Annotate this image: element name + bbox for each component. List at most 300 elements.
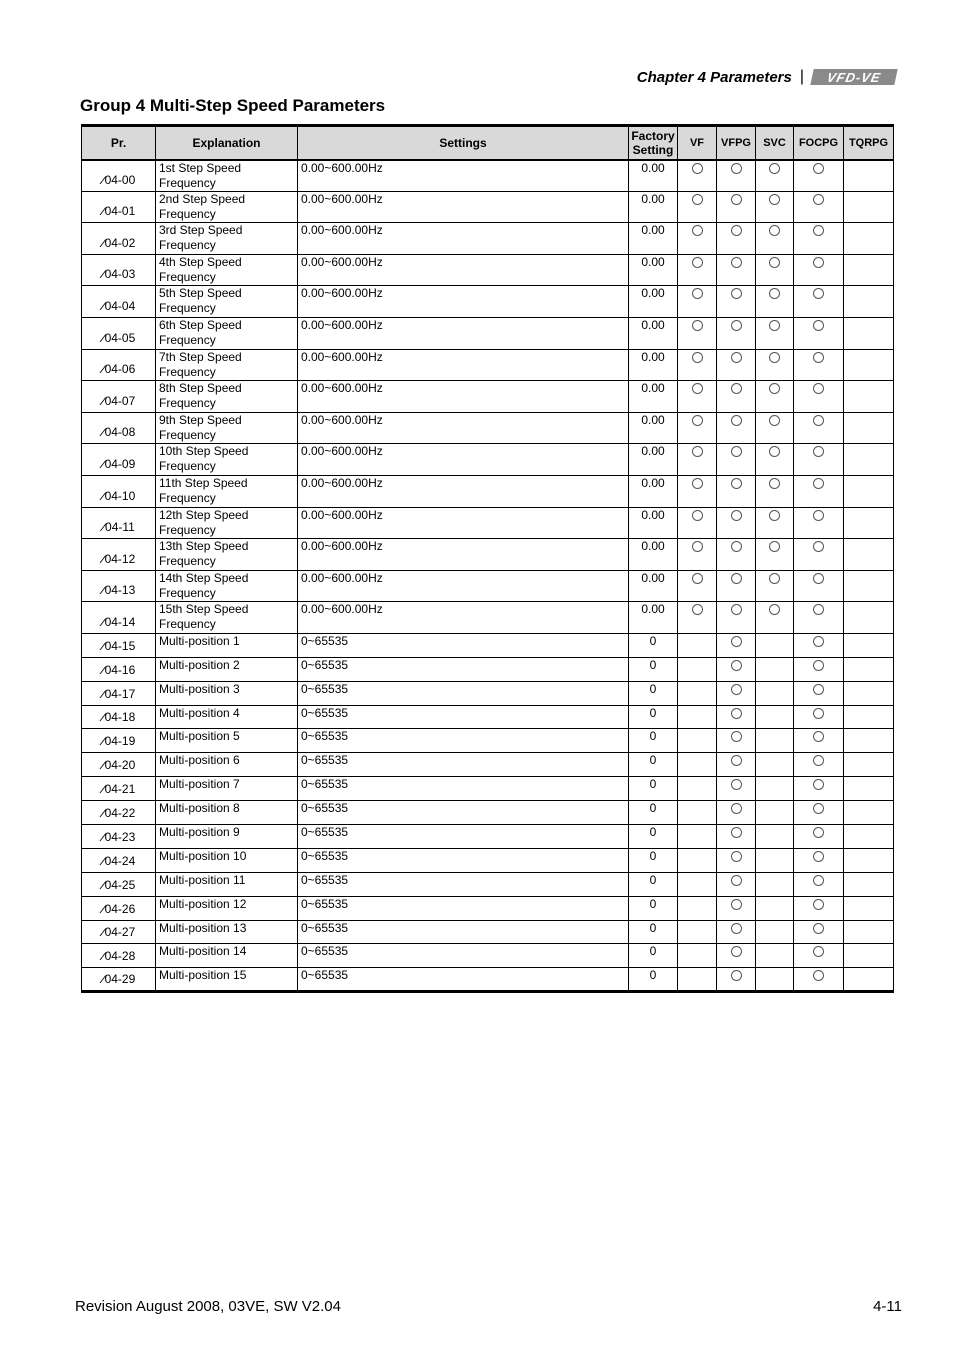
writable-pen-icon: ∕	[101, 664, 104, 677]
mode-vfpg-cell	[717, 681, 756, 705]
param-settings: 0.00~600.00Hz	[298, 286, 629, 318]
table-row	[82, 777, 894, 801]
table-row	[82, 254, 894, 286]
mode-tqrpg-cell	[844, 777, 894, 801]
param-settings: 0.00~600.00Hz	[298, 254, 629, 286]
mode-tqrpg-cell	[844, 286, 894, 318]
param-explanation	[156, 801, 298, 825]
param-settings: 0.00~600.00Hz	[298, 223, 629, 255]
param-number-text: 04-08	[104, 425, 136, 440]
param-number-text: 04-09	[104, 456, 136, 471]
explanation-line1: Multi-position 10	[159, 848, 247, 863]
circle-icon	[813, 383, 824, 394]
circle-icon	[731, 446, 742, 457]
factory-setting: 0	[629, 920, 678, 944]
explanation-line1: Multi-position 7	[159, 777, 240, 792]
mode-vf-cell	[678, 349, 717, 381]
param-number-text: 04-15	[104, 638, 136, 653]
param-settings: 0.00~600.00Hz	[298, 539, 629, 571]
param-explanation	[156, 191, 298, 223]
explanation-line2: Frequency	[159, 175, 216, 190]
circle-icon	[692, 573, 703, 584]
factory-setting: 0	[629, 944, 678, 968]
explanation-line2: Frequency	[159, 490, 216, 505]
param-number	[82, 286, 156, 318]
writable-pen-icon: ∕	[101, 364, 104, 377]
circle-icon	[731, 660, 742, 671]
param-explanation	[156, 475, 298, 507]
mode-vfpg-cell	[717, 191, 756, 223]
mode-svc-cell	[756, 753, 794, 777]
circle-icon	[731, 827, 742, 838]
writable-pen-icon: ∕	[101, 903, 104, 916]
circle-icon	[731, 970, 742, 981]
mode-vf-cell	[678, 872, 717, 896]
writable-pen-icon: ∕	[101, 640, 104, 653]
table-row	[82, 657, 894, 681]
param-explanation	[156, 381, 298, 413]
circle-icon	[769, 257, 780, 268]
writable-pen-icon: ∕	[101, 879, 104, 892]
factory-line2: Setting	[632, 142, 674, 157]
param-settings: 0~65535	[298, 681, 629, 705]
circle-icon	[731, 288, 742, 299]
mode-focpg-cell	[794, 507, 844, 539]
param-settings: 0~65535	[298, 633, 629, 657]
mode-tqrpg-cell	[844, 191, 894, 223]
mode-vf-cell	[678, 539, 717, 571]
circle-icon	[813, 779, 824, 790]
param-explanation	[156, 412, 298, 444]
factory-setting: 0.00	[629, 412, 678, 444]
mode-vfpg-cell	[717, 944, 756, 968]
mode-vfpg-cell	[717, 729, 756, 753]
factory-setting: 0	[629, 825, 678, 849]
mode-tqrpg-cell	[844, 602, 894, 634]
param-number	[82, 539, 156, 571]
writable-pen-icon: ∕	[101, 616, 104, 629]
explanation-line2: Frequency	[159, 301, 216, 316]
param-explanation	[156, 681, 298, 705]
table-row	[82, 317, 894, 349]
table-row	[82, 848, 894, 872]
mode-vfpg-cell	[717, 349, 756, 381]
table-header-row	[82, 126, 894, 160]
param-number-text: 04-24	[104, 853, 136, 868]
factory-setting: 0	[629, 848, 678, 872]
param-number	[82, 920, 156, 944]
mode-vfpg-cell	[717, 825, 756, 849]
mode-focpg-cell	[794, 349, 844, 381]
param-number	[82, 848, 156, 872]
mode-tqrpg-cell	[844, 570, 894, 602]
explanation-line1: 7th Step Speed	[159, 349, 242, 364]
param-number	[82, 160, 156, 192]
factory-setting: 0.00	[629, 349, 678, 381]
param-settings: 0~65535	[298, 920, 629, 944]
mode-svc-cell	[756, 254, 794, 286]
factory-line1: Factory	[631, 128, 675, 143]
explanation-line1: 3rd Step Speed	[159, 223, 243, 238]
circle-icon	[731, 604, 742, 615]
param-number-text: 04-16	[104, 662, 136, 677]
mode-vf-cell	[678, 475, 717, 507]
param-number-text: 04-27	[104, 925, 136, 940]
mode-vfpg-cell	[717, 872, 756, 896]
mode-svc-cell	[756, 825, 794, 849]
circle-icon	[813, 708, 824, 719]
param-number	[82, 191, 156, 223]
param-number	[82, 753, 156, 777]
circle-icon	[731, 573, 742, 584]
param-number-text: 04-00	[104, 172, 136, 187]
param-explanation	[156, 705, 298, 729]
param-settings: 0~65535	[298, 729, 629, 753]
circle-icon	[731, 636, 742, 647]
param-settings: 0.00~600.00Hz	[298, 444, 629, 476]
mode-vf-cell	[678, 968, 717, 992]
col-header-svc: SVC	[756, 126, 794, 160]
mode-vfpg-cell	[717, 602, 756, 634]
mode-tqrpg-cell	[844, 705, 894, 729]
circle-icon	[692, 478, 703, 489]
explanation-line1: Multi-position 14	[159, 944, 247, 959]
explanation-line1: Multi-position 6	[159, 753, 240, 768]
explanation-line1: Multi-position 5	[159, 729, 240, 744]
param-number	[82, 968, 156, 992]
mode-focpg-cell	[794, 681, 844, 705]
mode-vfpg-cell	[717, 705, 756, 729]
param-number	[82, 657, 156, 681]
mode-vfpg-cell	[717, 223, 756, 255]
mode-tqrpg-cell	[844, 920, 894, 944]
mode-focpg-cell	[794, 602, 844, 634]
circle-icon	[813, 923, 824, 934]
param-settings: 0~65535	[298, 777, 629, 801]
mode-vf-cell	[678, 633, 717, 657]
factory-setting: 0.00	[629, 286, 678, 318]
mode-vf-cell	[678, 507, 717, 539]
circle-icon	[813, 573, 824, 584]
circle-icon	[813, 288, 824, 299]
mode-svc-cell	[756, 412, 794, 444]
circle-icon	[692, 352, 703, 363]
mode-svc-cell	[756, 570, 794, 602]
circle-icon	[813, 194, 824, 205]
param-number	[82, 570, 156, 602]
circle-icon	[813, 225, 824, 236]
table-row	[82, 286, 894, 318]
circle-icon	[813, 257, 824, 268]
mode-vfpg-cell	[717, 896, 756, 920]
table-row	[82, 570, 894, 602]
param-settings: 0~65535	[298, 896, 629, 920]
writable-pen-icon: ∕	[101, 712, 104, 725]
mode-vf-cell	[678, 602, 717, 634]
param-number	[82, 412, 156, 444]
factory-setting: 0	[629, 896, 678, 920]
explanation-line1: 11th Step Speed	[159, 475, 248, 490]
circle-icon	[769, 541, 780, 552]
mode-focpg-cell	[794, 777, 844, 801]
param-number	[82, 872, 156, 896]
mode-svc-cell	[756, 729, 794, 753]
mode-focpg-cell	[794, 872, 844, 896]
table-row	[82, 444, 894, 476]
mode-vf-cell	[678, 657, 717, 681]
table-row	[82, 160, 894, 192]
circle-icon	[731, 708, 742, 719]
mode-vf-cell	[678, 412, 717, 444]
mode-svc-cell	[756, 602, 794, 634]
circle-icon	[769, 510, 780, 521]
circle-icon	[813, 510, 824, 521]
circle-icon	[692, 225, 703, 236]
mode-svc-cell	[756, 848, 794, 872]
mode-focpg-cell	[794, 944, 844, 968]
mode-vfpg-cell	[717, 801, 756, 825]
param-settings: 0.00~600.00Hz	[298, 602, 629, 634]
circle-icon	[731, 320, 742, 331]
mode-svc-cell	[756, 286, 794, 318]
factory-setting: 0	[629, 872, 678, 896]
writable-pen-icon: ∕	[101, 736, 104, 749]
mode-tqrpg-cell	[844, 968, 894, 992]
mode-tqrpg-cell	[844, 872, 894, 896]
circle-icon	[813, 446, 824, 457]
mode-tqrpg-cell	[844, 381, 894, 413]
circle-icon	[692, 288, 703, 299]
param-explanation	[156, 944, 298, 968]
table-row	[82, 602, 894, 634]
mode-vf-cell	[678, 801, 717, 825]
table-row	[82, 475, 894, 507]
writable-pen-icon: ∕	[101, 206, 104, 219]
param-settings: 0~65535	[298, 872, 629, 896]
table-row	[82, 801, 894, 825]
factory-setting: 0.00	[629, 444, 678, 476]
mode-svc-cell	[756, 968, 794, 992]
mode-tqrpg-cell	[844, 349, 894, 381]
mode-tqrpg-cell	[844, 412, 894, 444]
mode-vfpg-cell	[717, 753, 756, 777]
circle-icon	[769, 383, 780, 394]
circle-icon	[769, 446, 780, 457]
param-explanation	[156, 539, 298, 571]
circle-icon	[731, 541, 742, 552]
writable-pen-icon: ∕	[101, 585, 104, 598]
mode-vfpg-cell	[717, 507, 756, 539]
param-number	[82, 896, 156, 920]
circle-icon	[731, 684, 742, 695]
mode-tqrpg-cell	[844, 944, 894, 968]
explanation-line1: 10th Step Speed	[159, 444, 249, 459]
param-number-text: 04-02	[104, 235, 136, 250]
mode-focpg-cell	[794, 444, 844, 476]
mode-tqrpg-cell	[844, 507, 894, 539]
table-row	[82, 349, 894, 381]
writable-pen-icon: ∕	[101, 300, 104, 313]
mode-tqrpg-cell	[844, 444, 894, 476]
mode-vf-cell	[678, 825, 717, 849]
explanation-line1: 1st Step Speed	[159, 160, 242, 175]
mode-vf-cell	[678, 286, 717, 318]
mode-tqrpg-cell	[844, 317, 894, 349]
table-row	[82, 681, 894, 705]
param-number-text: 04-11	[105, 520, 135, 535]
col-header-focpg: FOCPG	[794, 126, 844, 160]
explanation-line1: 5th Step Speed	[159, 286, 242, 301]
explanation-line2: Frequency	[159, 522, 216, 537]
table-row	[82, 872, 894, 896]
mode-tqrpg-cell	[844, 848, 894, 872]
mode-focpg-cell	[794, 920, 844, 944]
table-row	[82, 729, 894, 753]
mode-svc-cell	[756, 507, 794, 539]
factory-setting: 0	[629, 777, 678, 801]
param-explanation	[156, 160, 298, 192]
param-number	[82, 223, 156, 255]
circle-icon	[731, 851, 742, 862]
factory-setting: 0	[629, 681, 678, 705]
param-number	[82, 317, 156, 349]
table-row	[82, 507, 894, 539]
mode-svc-cell	[756, 633, 794, 657]
mode-vf-cell	[678, 729, 717, 753]
param-number	[82, 705, 156, 729]
explanation-line1: Multi-position 3	[159, 681, 240, 696]
writable-pen-icon: ∕	[101, 395, 104, 408]
factory-setting: 0	[629, 801, 678, 825]
circle-icon	[813, 946, 824, 957]
table-row	[82, 968, 894, 992]
table-row	[82, 920, 894, 944]
param-explanation	[156, 729, 298, 753]
circle-icon	[769, 415, 780, 426]
mode-vfpg-cell	[717, 317, 756, 349]
param-number	[82, 507, 156, 539]
param-settings: 0.00~600.00Hz	[298, 475, 629, 507]
param-settings: 0~65535	[298, 944, 629, 968]
mode-vfpg-cell	[717, 381, 756, 413]
circle-icon	[813, 851, 824, 862]
mode-vf-cell	[678, 160, 717, 192]
param-number-text: 04-23	[104, 829, 136, 844]
mode-svc-cell	[756, 920, 794, 944]
explanation-line1: Multi-position 2	[159, 657, 240, 672]
mode-tqrpg-cell	[844, 896, 894, 920]
explanation-line2: Frequency	[159, 332, 216, 347]
explanation-line2: Frequency	[159, 459, 216, 474]
param-settings: 0.00~600.00Hz	[298, 507, 629, 539]
factory-setting: 0.00	[629, 507, 678, 539]
mode-svc-cell	[756, 349, 794, 381]
mode-vfpg-cell	[717, 286, 756, 318]
mode-vfpg-cell	[717, 254, 756, 286]
param-number-text: 04-12	[104, 551, 136, 566]
mode-focpg-cell	[794, 633, 844, 657]
circle-icon	[769, 194, 780, 205]
mode-tqrpg-cell	[844, 681, 894, 705]
circle-icon	[813, 875, 824, 886]
mode-vf-cell	[678, 848, 717, 872]
table-body	[82, 160, 894, 992]
mode-vfpg-cell	[717, 444, 756, 476]
circle-icon	[769, 225, 780, 236]
mode-vfpg-cell	[717, 968, 756, 992]
mode-tqrpg-cell	[844, 254, 894, 286]
param-number-text: 04-10	[104, 488, 136, 503]
circle-icon	[813, 827, 824, 838]
param-settings: 0~65535	[298, 657, 629, 681]
explanation-line1: Multi-position 13	[159, 920, 247, 935]
group-title: Group 4 Multi-Step Speed Parameters	[80, 96, 386, 115]
param-settings: 0.00~600.00Hz	[298, 570, 629, 602]
explanation-line1: Multi-position 15	[159, 968, 247, 983]
writable-pen-icon: ∕	[101, 490, 104, 503]
mode-focpg-cell	[794, 475, 844, 507]
factory-setting: 0.00	[629, 539, 678, 571]
mode-vfpg-cell	[717, 777, 756, 801]
circle-icon	[769, 478, 780, 489]
mode-focpg-cell	[794, 968, 844, 992]
explanation-line1: 9th Step Speed	[159, 412, 242, 427]
circle-icon	[692, 194, 703, 205]
param-explanation	[156, 570, 298, 602]
param-explanation	[156, 317, 298, 349]
param-explanation	[156, 848, 298, 872]
mode-svc-cell	[756, 896, 794, 920]
circle-icon	[813, 636, 824, 647]
param-settings: 0.00~600.00Hz	[298, 317, 629, 349]
circle-icon	[731, 731, 742, 742]
mode-vfpg-cell	[717, 160, 756, 192]
mode-vf-cell	[678, 753, 717, 777]
chapter-title: Chapter 4 Parameters	[636, 68, 792, 86]
mode-vf-cell	[678, 570, 717, 602]
mode-vf-cell	[678, 944, 717, 968]
footer-revision: Revision August 2008, 03VE, SW V2.04	[75, 1298, 341, 1315]
param-explanation	[156, 286, 298, 318]
circle-icon	[731, 779, 742, 790]
param-settings: 0~65535	[298, 705, 629, 729]
mode-vfpg-cell	[717, 475, 756, 507]
circle-icon	[769, 320, 780, 331]
table-row	[82, 753, 894, 777]
explanation-line1: 2nd Step Speed	[159, 191, 246, 206]
circle-icon	[731, 415, 742, 426]
factory-setting: 0.00	[629, 381, 678, 413]
mode-svc-cell	[756, 681, 794, 705]
footer-page-number: 4-11	[873, 1298, 902, 1315]
param-number-text: 04-03	[104, 267, 136, 282]
mode-focpg-cell	[794, 317, 844, 349]
circle-icon	[769, 352, 780, 363]
mode-svc-cell	[756, 444, 794, 476]
col-header-explanation: Explanation	[156, 126, 298, 160]
param-settings: 0.00~600.00Hz	[298, 381, 629, 413]
table-row	[82, 944, 894, 968]
writable-pen-icon: ∕	[101, 855, 104, 868]
explanation-line1: 15th Step Speed	[159, 602, 249, 617]
writable-pen-icon: ∕	[101, 269, 104, 282]
param-number-text: 04-20	[104, 758, 136, 773]
factory-setting: 0.00	[629, 191, 678, 223]
mode-tqrpg-cell	[844, 160, 894, 192]
circle-icon	[813, 684, 824, 695]
circle-icon	[813, 320, 824, 331]
factory-setting: 0	[629, 729, 678, 753]
